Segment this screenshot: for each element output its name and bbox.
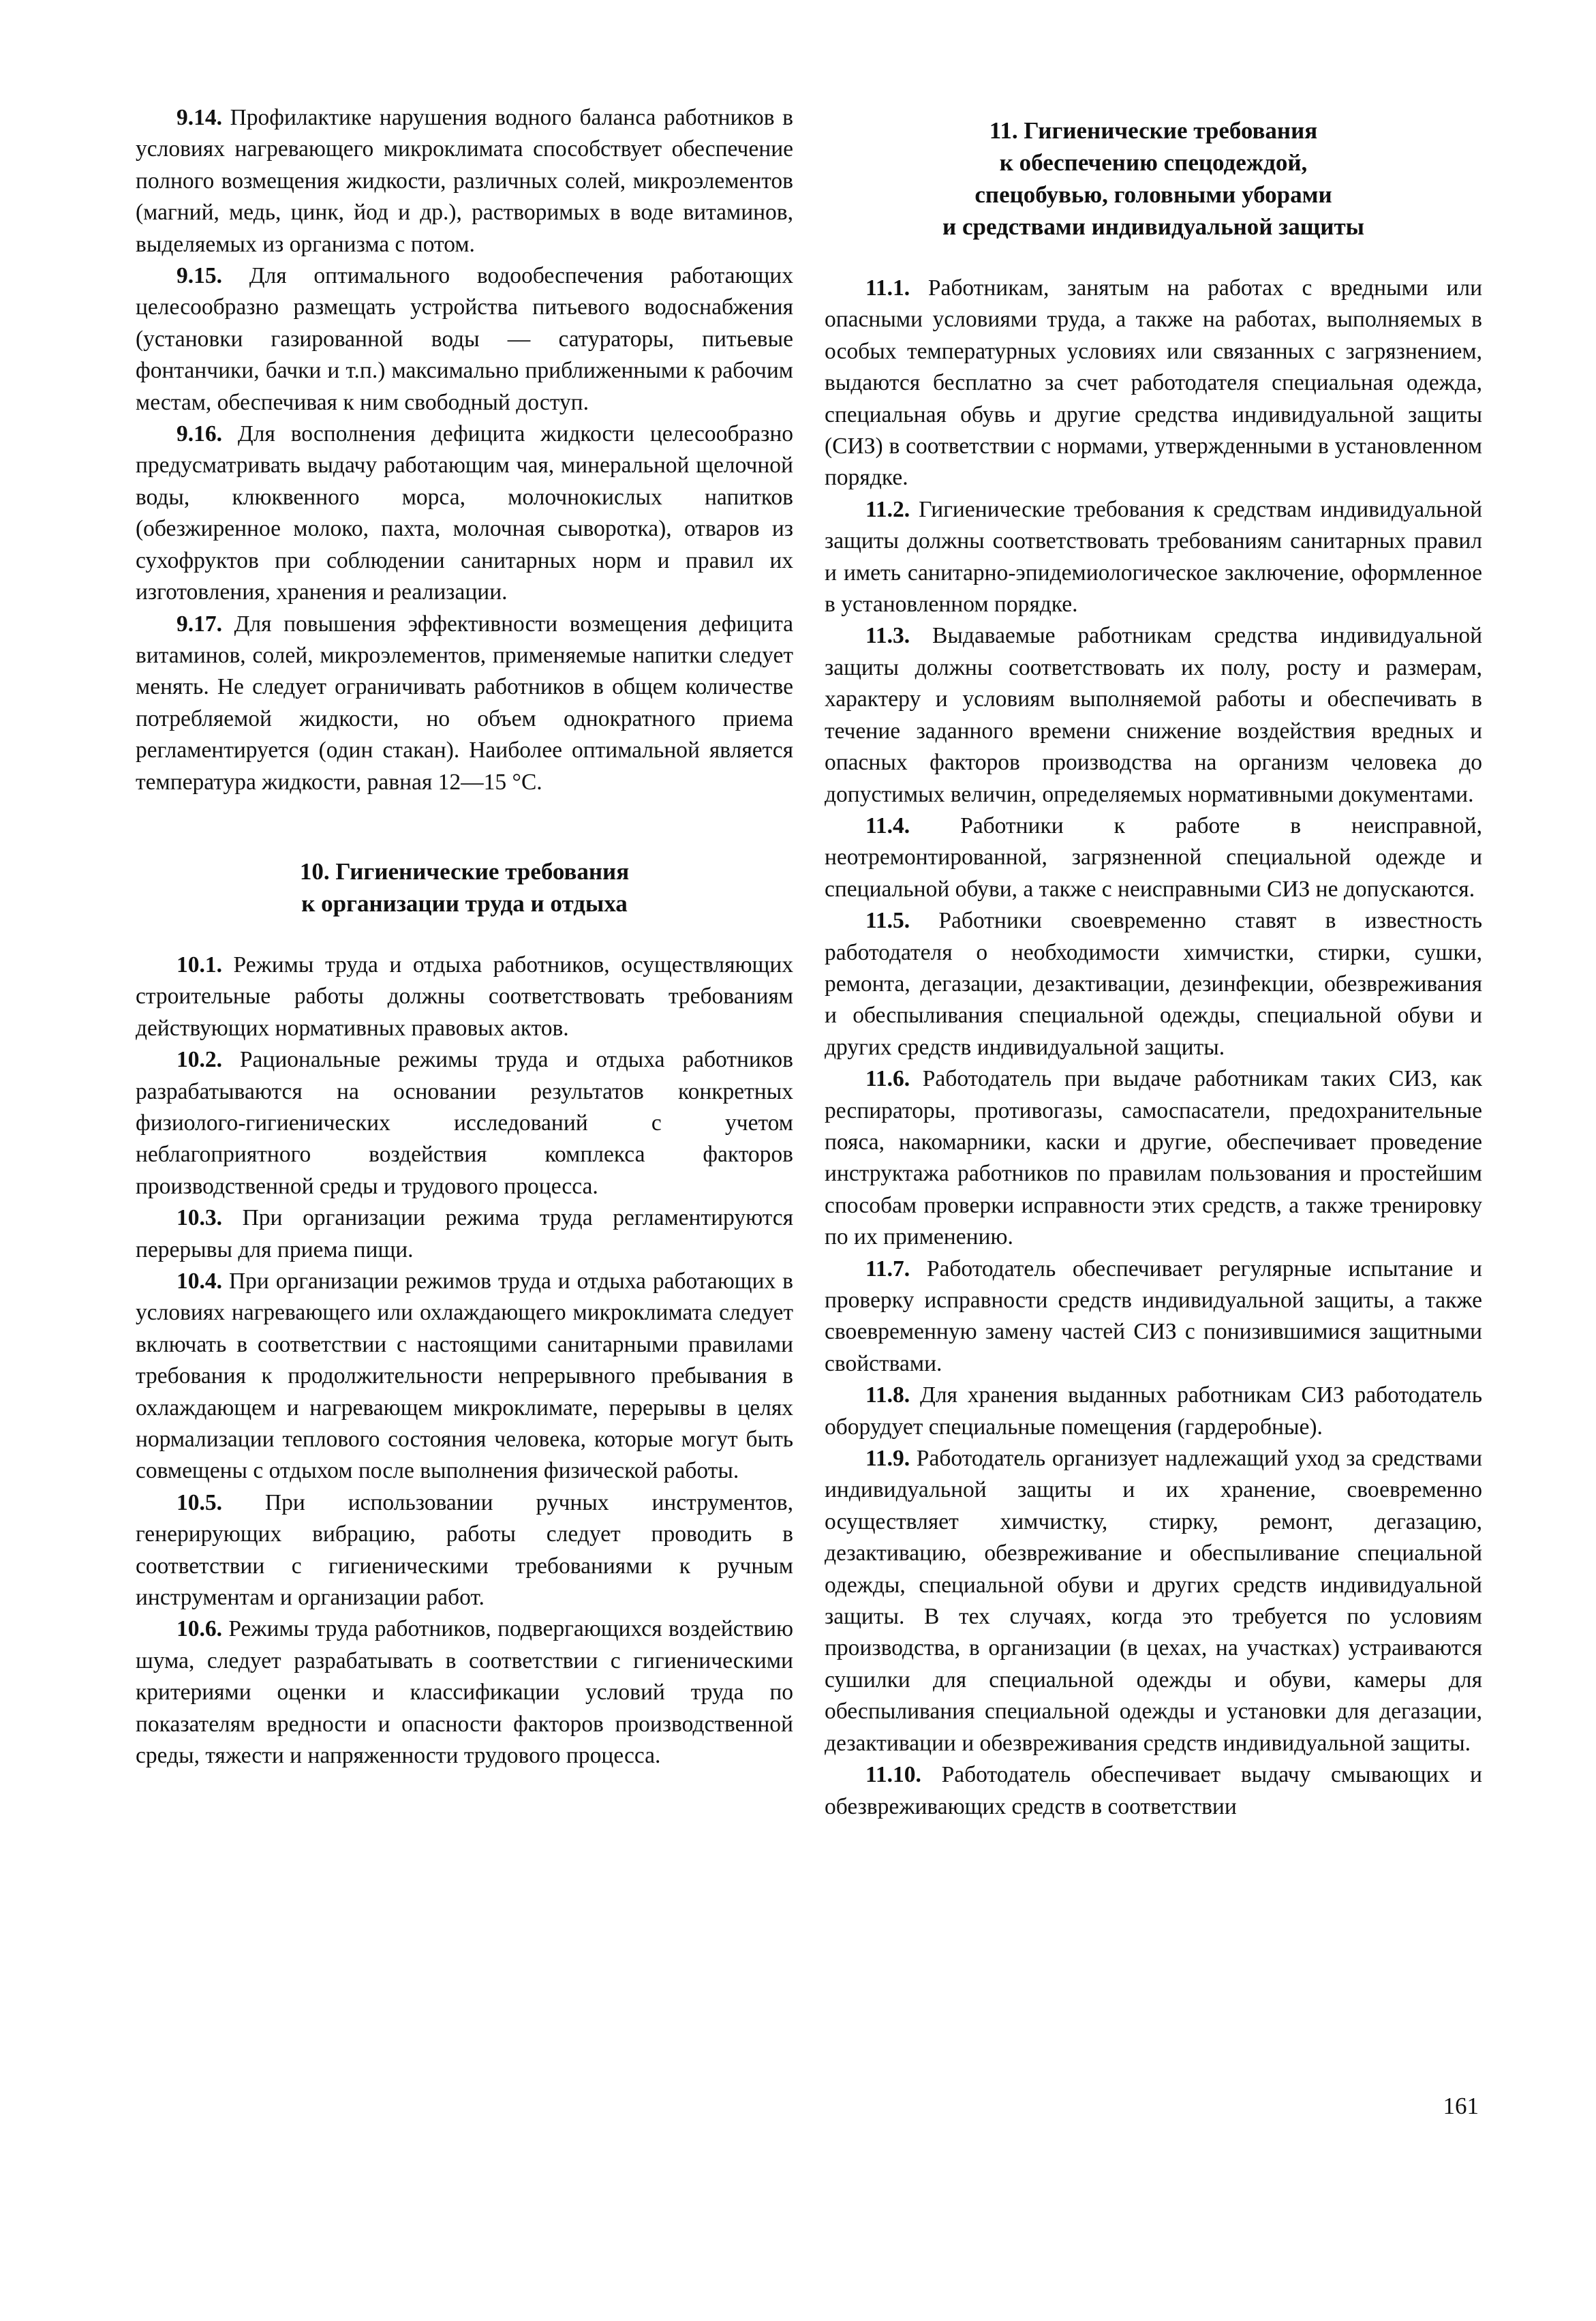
paragraph-number: 10.2. <box>177 1047 222 1073</box>
paragraph-text: Работники своевременно ставят в известность работодателя о необходимости химчистки, стирки, сушки, ремонта, дегазации, дезактивации, дезинфекции, обезвреживания и обеспыливания специальной одежды, специальной обуви и других средств индивидуальной защиты. <box>825 908 1482 1060</box>
section-10-heading <box>136 855 793 920</box>
section-11-heading <box>825 115 1482 243</box>
paragraph-10-3 <box>136 1202 793 1266</box>
paragraph-11-10 <box>825 1759 1482 1823</box>
heading-line: спецобувью, головными уборами <box>975 181 1332 208</box>
paragraph-number: 11.10. <box>865 1762 921 1788</box>
paragraph-text: Работодатель при выдаче работникам таких СИЗ, как респираторы, противогазы, самоспасатели, предохранительные пояса, накомарники, каски и другие, обеспечивает проведение инструктажа работников по правилам пользования и простейшим способам проверки исправности этих средств, а также тренировку по их применению. <box>825 1066 1482 1250</box>
paragraph-number: 11.1. <box>865 275 910 301</box>
paragraph-text: Работники к работе в неисправной, неотремонтированной, загрязненной специальной одежде и специальной обуви, а также с неисправными СИЗ не допускаются. <box>825 813 1482 902</box>
paragraph-number: 10.4. <box>177 1269 222 1294</box>
paragraph-text: При использовании ручных инструментов, генерирующих вибрацию, работы следует проводить в соответствии с гигиеническими требованиями к ручным инструментам и организации работ. <box>136 1489 793 1611</box>
right-column <box>825 102 1482 1823</box>
paragraph-number: 11.9. <box>865 1446 910 1472</box>
heading-line: к организации труда и отдыха <box>301 890 628 917</box>
paragraph-10-1 <box>136 950 793 1044</box>
paragraph-11-2 <box>825 494 1482 621</box>
paragraph-text: Работодатель обеспечивает регулярные испытание и проверку исправности средств индивидуальной защиты, а также своевременную замену частей СИЗ с понизившимися защитными свойствами. <box>825 1256 1482 1376</box>
paragraph-text: Работодатель обеспечивает выдачу смывающих и обезвреживающих средств в соответствии <box>825 1762 1482 1819</box>
page-number: 161 <box>1443 2093 1479 2119</box>
paragraph-text: Работодатель организует надлежащий уход за средствами индивидуальной защиты и их хранение, своевременно осуществляет химчистку, стирку, ремонт, дегазацию, дезактивацию, обезвреживание и обеспыливание специальной одежды, специальной обуви и других средств индивидуальной защиты. В тех случаях, когда это требуется по условиям производства, в организации (в цехах, на участках) устраиваются сушилки для специальной одежды и обуви, камеры для обеспыливания специальной одежды и установки для дегазации, дезактивации и обезвреживания средств индивидуальной защиты. <box>825 1446 1482 1756</box>
paragraph-10-5 <box>136 1487 793 1614</box>
paragraph-number: 10.5. <box>177 1489 222 1515</box>
paragraph-11-1 <box>825 273 1482 494</box>
left-column <box>136 102 793 1772</box>
heading-line: 10. Гигиенические требования <box>299 858 630 885</box>
paragraph-number: 11.7. <box>865 1256 910 1281</box>
paragraph-text: Для оптимального водообеспечения работающих целесообразно размещать устройства питьевого водоснабжения (установки газированной воды — сатураторы, питьевые фонтанчики, бачки и т.п.) максимально приближенными к рабочим местам, обеспечивая к ним свободный доступ. <box>136 263 793 415</box>
paragraph-10-2 <box>136 1044 793 1202</box>
paragraph-11-7 <box>825 1254 1482 1380</box>
paragraph-text: Режимы труда и отдыха работников, осуществляющих строительные работы должны соответствовать требованиям действующих нормативных правовых актов. <box>136 952 793 1041</box>
paragraph-11-4 <box>825 810 1482 905</box>
paragraph-number: 9.17. <box>177 611 222 637</box>
paragraph-text: При организации режимов труда и отдыха работающих в условиях нагревающего или охлаждающего микроклимата следует включать в соответствии с настоящими санитарными правилами требования к продолжительности непрерывного пребывания в охлаждающем и нагревающем микроклимате, перерывы в целях нормализации теплового состояния человека, которые могут быть совмещены с отдыхом после выполнения физической работы. <box>136 1269 793 1484</box>
paragraph-11-5 <box>825 905 1482 1063</box>
paragraph-number: 9.15. <box>177 263 222 289</box>
paragraph-text: Для хранения выданных работникам СИЗ работодатель оборудует специальные помещения (гардеробные). <box>825 1382 1482 1440</box>
paragraph-number: 11.8. <box>865 1382 910 1408</box>
paragraph-text: Режимы труда работников, подвергающихся воздействию шума, следует разрабатывать в соответствии с гигиеническими критериями оценки и классификации условий труда по показателям вредности и опасности факторов производственной среды, тяжести и напряженности трудового процесса. <box>136 1616 793 1769</box>
paragraph-text: Для повышения эффективности возмещения дефицита витаминов, солей, микроэлементов, применяемые напитки следует менять. Не следует ограничивать работников в общем количестве потребляемой жидкости, но объем однократного приема регламентируется (один стакан). Наиболее оптимальной является температура жидкости, равная 12—15 °С. <box>136 611 793 795</box>
paragraph-number: 9.16. <box>177 421 222 447</box>
paragraph-number: 10.3. <box>177 1205 222 1231</box>
paragraph-number: 11.3. <box>865 623 910 649</box>
paragraph-number: 9.14. <box>177 105 222 130</box>
paragraph-11-8 <box>825 1380 1482 1443</box>
paragraph-11-3 <box>825 620 1482 810</box>
paragraph-9-14 <box>136 102 793 260</box>
paragraph-9-15 <box>136 260 793 419</box>
paragraph-number: 11.2. <box>865 496 910 522</box>
paragraph-text: Рациональные режимы труда и отдыха работников разрабатываются на основании результатов конкретных физиолого-гигиенических исследований с учетом неблагоприятного воздействия комплекса факторов производственной среды и трудового процесса. <box>136 1047 793 1199</box>
paragraph-number: 11.4. <box>865 813 910 838</box>
paragraph-11-9 <box>825 1443 1482 1759</box>
paragraph-9-17 <box>136 609 793 798</box>
paragraph-number: 10.1. <box>177 952 222 977</box>
paragraph-text: Профилактике нарушения водного баланса работников в условиях нагревающего микроклимата способствует обеспечение полного возмещения жидкости, различных солей, микроэлементов (магний, медь, цинк, йод и др.), растворимых в воде витаминов, выделяемых из организма с потом. <box>136 105 793 257</box>
paragraph-number: 11.5. <box>865 908 910 934</box>
paragraph-text: Выдаваемые работникам средства индивидуальной защиты должны соответствовать их полу, росту и размерам, характеру и условиям выполняемой работы и обеспечивать в течение заданного времени снижение воздействия вредных и опасных факторов производства на организм человека до допустимых величин, определяемых нормативными документами. <box>825 623 1482 807</box>
paragraph-10-6 <box>136 1613 793 1772</box>
heading-line: 11. Гигиенические требования <box>989 117 1318 144</box>
paragraph-11-6 <box>825 1063 1482 1253</box>
paragraph-text: Гигиенические требования к средствам индивидуальной защиты должны соответствовать требованиям санитарных правил и иметь санитарно-эпидемиологическое заключение, оформленное в установленном порядке. <box>825 496 1482 618</box>
paragraph-text: Работникам, занятым на работах с вредными или опасными условиями труда, а также на работах, выполняемых в особых температурных условиях или связанных с загрязнением, выдаются бесплатно за счет работодателя специальная одежда, специальная обувь и другие средства индивидуальной защиты (СИЗ) в соответствии с нормами, утвержденными в установленном порядке. <box>825 275 1482 491</box>
paragraph-number: 11.6. <box>865 1066 910 1092</box>
paragraph-10-4 <box>136 1266 793 1487</box>
heading-line: и средствами индивидуальной защиты <box>942 213 1364 240</box>
paragraph-9-16 <box>136 419 793 608</box>
paragraph-text: Для восполнения дефицита жидкости целесообразно предусматривать выдачу работающим чая, минеральной щелочной воды, клюквенного морса, молочнокислых напитков (обезжиренное молоко, пахта, молочная сыворотка), отваров из сухофруктов при соблюдении санитарных норм и правил их изготовления, хранения и реализации. <box>136 421 793 605</box>
heading-line: к обеспечению спецодеждой, <box>999 149 1308 176</box>
paragraph-number: 10.6. <box>177 1616 222 1642</box>
paragraph-text: При организации режима труда регламентируются перерывы для приема пищи. <box>136 1205 793 1262</box>
